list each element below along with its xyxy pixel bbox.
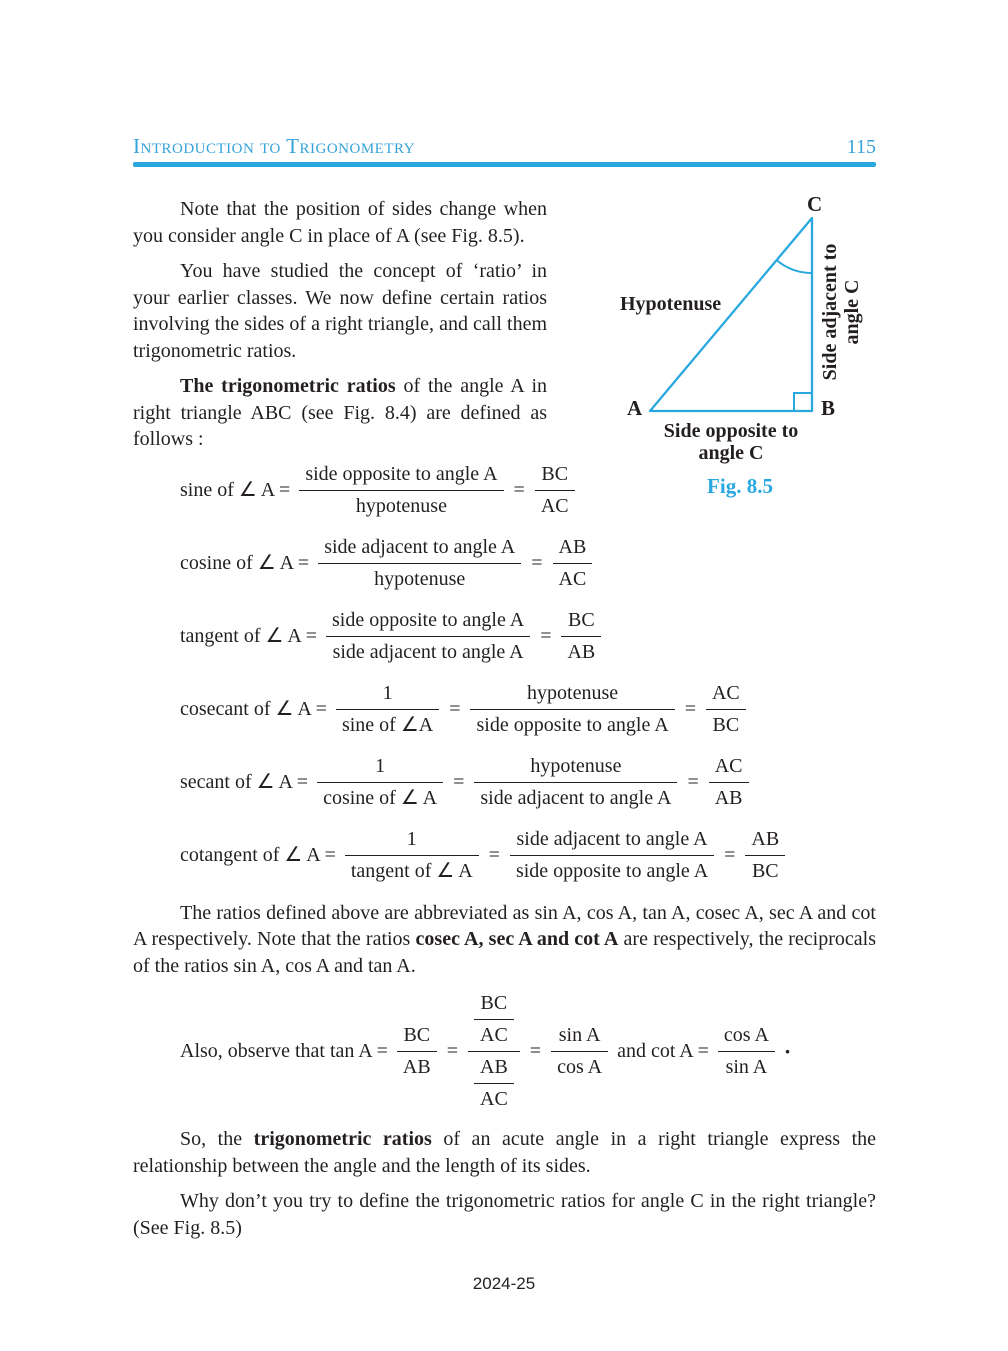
chapter-title: Introduction to Trigonometry xyxy=(133,134,415,158)
header-rule xyxy=(133,162,876,167)
equals-sign: = xyxy=(529,1040,542,1062)
sentence-dot: · xyxy=(783,1039,792,1064)
vertex-a-label: A xyxy=(627,396,643,420)
equals-sign: = xyxy=(488,843,500,866)
fraction-denominator: AC xyxy=(480,1088,508,1110)
cotangent-reciprocal-fraction xyxy=(345,827,479,884)
tan-identity-lead: Also, observe that tan A = xyxy=(180,1040,388,1062)
fraction-denominator: AC xyxy=(558,567,587,590)
fraction-numerator: AC xyxy=(709,754,749,783)
edition-footer: 2024-25 xyxy=(472,1274,536,1293)
secant-reciprocal-fraction xyxy=(317,754,443,811)
cotangent-definition-row xyxy=(180,827,876,884)
equals-sign: = xyxy=(724,843,736,866)
nested-fraction-denominator xyxy=(468,1052,520,1112)
tangent-definition-row xyxy=(180,608,876,665)
fraction-denominator: AC xyxy=(540,494,569,517)
cosine-result-fraction xyxy=(553,535,593,592)
side-adjacent-line1: Side adjacent to xyxy=(819,243,841,381)
summary-pre: So, the xyxy=(180,1128,254,1150)
tan-identity-equation xyxy=(180,991,876,1112)
page-content xyxy=(133,192,876,1250)
trig-ratios-bold: The trigonometric ratios xyxy=(180,375,396,397)
cosecant-word-fraction xyxy=(470,681,674,738)
abbrev-post: are respectively, the reciprocals of the ratios sin A, cos A and tan A. xyxy=(133,928,876,977)
equals-sign: = xyxy=(446,1040,458,1062)
fraction-denominator: cosine of ∠ A xyxy=(323,786,438,809)
equals-sign: = xyxy=(531,551,543,574)
sine-label: sine of ∠ A = xyxy=(180,478,291,501)
ratio-definitions xyxy=(133,462,876,884)
secant-word-fraction xyxy=(474,754,677,811)
cosecant-reciprocal-fraction xyxy=(336,681,439,738)
fraction-numerator: AB xyxy=(745,827,785,856)
fraction-denominator: sine of ∠A xyxy=(341,713,434,736)
fraction-denominator: BC xyxy=(712,713,740,736)
paragraph-summary xyxy=(133,1126,876,1179)
sine-word-fraction xyxy=(299,462,503,519)
nested-fraction-numerator xyxy=(468,991,520,1052)
equals-sign: = xyxy=(540,624,552,647)
side-opposite-label xyxy=(631,420,831,464)
cosecant-definition-row xyxy=(180,681,876,738)
cot-identity-lead: and cot A = xyxy=(617,1040,709,1062)
abbrev-pre: The ratios defined above are abbreviated as sin A, cos A, tan A, cosec A, sec A and cot A respectively. Note that the ratios xyxy=(133,901,876,950)
fraction-numerator: 1 xyxy=(317,754,443,783)
cotangent-word-fraction xyxy=(510,827,714,884)
secant-definition-row xyxy=(180,754,876,811)
fraction-denominator: AC xyxy=(480,1024,508,1046)
summary-bold: trigonometric ratios xyxy=(253,1128,432,1150)
side-opposite-line2: angle C xyxy=(698,442,764,464)
fraction-numerator: side opposite to angle A xyxy=(326,608,530,637)
fraction-denominator: side opposite to angle A xyxy=(476,713,669,736)
fraction-numerator: side adjacent to angle A xyxy=(510,827,714,856)
secant-result-fraction xyxy=(709,754,749,811)
paragraph-note-position: Note that the position of sides change when you consider angle C in place of A (see Fig. 8.5). xyxy=(133,198,547,247)
side-adjacent-label xyxy=(819,226,865,398)
paragraph-abbreviations xyxy=(133,900,876,980)
fraction-numerator: cos A xyxy=(718,1023,775,1052)
ab-ac-fraction xyxy=(474,1055,514,1112)
equals-sign: = xyxy=(684,697,696,720)
cosine-definition-row xyxy=(180,535,876,592)
sin-cos-fraction xyxy=(551,1023,608,1080)
side-adjacent-line2: angle C xyxy=(841,279,863,345)
fraction-numerator: BC xyxy=(474,991,514,1020)
intro-text-column xyxy=(133,196,547,453)
abbrev-bold: cosec A, sec A and cot A xyxy=(415,928,619,950)
fraction-numerator: BC xyxy=(397,1023,437,1052)
page-header xyxy=(133,134,876,167)
fraction-numerator: 1 xyxy=(345,827,479,856)
fraction-denominator: cos A xyxy=(557,1056,603,1078)
cosine-label: cosine of ∠ A = xyxy=(180,551,310,574)
nested-fraction xyxy=(468,991,520,1112)
fraction-denominator: AB xyxy=(567,640,596,663)
vertex-b-label: B xyxy=(821,396,836,420)
fraction-numerator: AB xyxy=(553,535,593,564)
fraction-denominator: hypotenuse xyxy=(355,494,447,517)
fraction-denominator: side opposite to angle A xyxy=(515,859,709,882)
fraction-numerator: AB xyxy=(474,1055,514,1084)
tangent-result-fraction xyxy=(561,608,601,665)
cotangent-label: cotangent of ∠ A = xyxy=(180,843,336,866)
equals-sign: = xyxy=(687,770,699,793)
figure-8-5 xyxy=(600,184,905,519)
tangent-word-fraction xyxy=(326,608,530,665)
cosecant-label: cosecant of ∠ A = xyxy=(180,697,327,720)
fraction-numerator: AC xyxy=(706,681,746,710)
fraction-numerator: BC xyxy=(535,462,575,491)
fraction-denominator: side adjacent to angle A xyxy=(480,786,672,809)
paragraph-trig-ratios-intro xyxy=(133,373,547,453)
fraction-numerator: hypotenuse xyxy=(470,681,674,710)
fraction-numerator: 1 xyxy=(336,681,439,710)
vertex-c-label: C xyxy=(807,192,823,216)
figure-caption: Fig. 8.5 xyxy=(707,474,773,498)
secant-label: secant of ∠ A = xyxy=(180,770,309,793)
fraction-numerator: sin A xyxy=(551,1023,608,1052)
cotangent-result-fraction xyxy=(745,827,785,884)
fraction-numerator: side adjacent to angle A xyxy=(318,535,521,564)
paragraph-ratio-concept: You have studied the concept of ‘ratio’ in your earlier classes. We now define certain ratios involving the sides of a right triangle, and call them trigonometric ratios. xyxy=(133,260,547,362)
bc-ac-fraction xyxy=(474,991,514,1048)
hypotenuse-label: Hypotenuse xyxy=(620,293,722,315)
equals-sign: = xyxy=(449,697,461,720)
cosecant-result-fraction xyxy=(706,681,746,738)
fraction-numerator: side opposite to angle A xyxy=(299,462,503,491)
side-opposite-line1: Side opposite to xyxy=(663,420,799,442)
fraction-denominator: side adjacent to angle A xyxy=(332,640,524,663)
trig-ratios-rest: of the angle A in right triangle ABC (see Fig. 8.4) are defined as follows : xyxy=(133,375,547,450)
paragraph-exercise-prompt: Why don’t you try to define the trigonometric ratios for angle C in the right triangle? (See Fig. 8.5) xyxy=(133,1190,876,1239)
equals-sign: = xyxy=(513,478,525,501)
page-number: 115 xyxy=(846,136,876,158)
tan-bc-ab-fraction xyxy=(397,1023,437,1080)
sine-result-fraction xyxy=(535,462,575,519)
fraction-denominator: AB xyxy=(402,1056,431,1078)
fraction-denominator: tangent of ∠ A xyxy=(350,859,473,882)
fraction-numerator: hypotenuse xyxy=(474,754,677,783)
fraction-denominator: sin A xyxy=(725,1056,768,1078)
fraction-denominator: hypotenuse xyxy=(374,567,466,590)
summary-post: of an acute angle in a right triangle express the relationship between the angle and the length of its sides. xyxy=(133,1128,876,1177)
equals-sign: = xyxy=(453,770,465,793)
cos-sin-fraction xyxy=(718,1023,775,1080)
cosine-word-fraction xyxy=(318,535,521,592)
fraction-denominator: AB xyxy=(714,786,743,809)
fraction-denominator: BC xyxy=(751,859,779,882)
fraction-numerator: BC xyxy=(561,608,601,637)
tangent-label: tangent of ∠ A = xyxy=(180,624,317,647)
